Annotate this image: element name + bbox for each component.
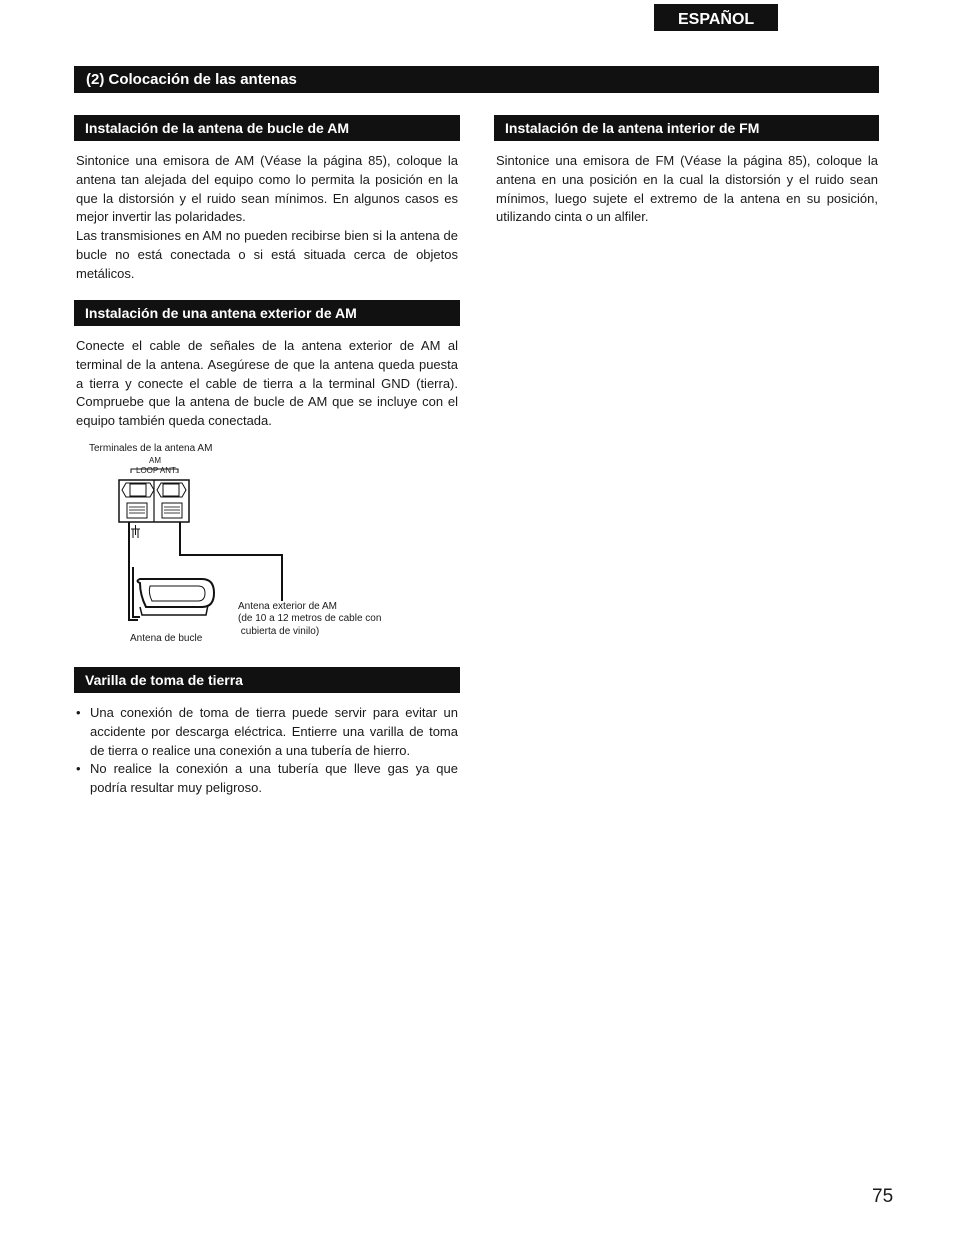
exterior-antenna-label-1: Antena exterior de AM: [238, 601, 337, 612]
list-item: • Una conexión de toma de tierra puede servir para evitar un accidente por descarga eléctrica. Entierre una varilla de toma de tierra o realice una conexión a una tubería de hierro.: [76, 704, 458, 760]
list-item: • No realice la conexión a una tubería que lleve gas ya que podría resultar muy peligroso.: [76, 760, 458, 798]
exterior-antenna-label-2: (de 10 a 12 metros de cable con: [238, 613, 382, 624]
paragraph-am-loop-1: Sintonice una emisora de AM (Véase la página 85), coloque la antena tan alejada del equipo como lo permita la posición en la que la distorsión y el ruido sean mínimos. En algunos casos es mejor invertir las polaridades.: [76, 153, 458, 225]
ground-rod-list: [76, 704, 458, 798]
heading-am-loop: Instalación de la antena de bucle de AM: [74, 115, 460, 141]
heading-fm-indoor: Instalación de la antena interior de FM: [494, 115, 879, 141]
ground-symbol-icon: [131, 525, 140, 538]
paragraph-am-loop-2: Las transmisiones en AM no pueden recibirse bien si la antena de bucle no está conectada o si está situada cerca de objetos metálicos.: [76, 228, 458, 281]
language-tab: ESPAÑOL: [654, 4, 778, 31]
section-title: (2) Colocación de las antenas: [74, 66, 879, 93]
terminals-label: Terminales de la antena AM: [89, 443, 213, 454]
loop-antenna-icon: [138, 579, 215, 615]
paragraph-fm-indoor: Sintonice una emisora de FM (Véase la página 85), coloque la antena en una posición en la cual la distorsión y el ruido sean mínimos, luego sujete el extremo de la antena en su posición, utilizando cinta o un alfiler.: [496, 153, 878, 225]
page-number: 75: [872, 1186, 894, 1207]
heading-ground-rod: Varilla de toma de tierra: [74, 667, 460, 693]
loop-ant-label: LOOP ANT.: [136, 466, 178, 475]
am-label: AM: [149, 456, 161, 465]
heading-am-exterior: Instalación de una antena exterior de AM: [74, 300, 460, 326]
paragraph-am-exterior: Conecte el cable de señales de la antena exterior de AM al terminal de la antena. Asegúrese de que la antena queda puesta a tierra y conecte el cable de tierra a la terminal GND (tierra). Compruebe que la antena de bucle de AM que se incluye con el equipo también queda conectada.: [76, 338, 458, 429]
terminal-block: [119, 480, 189, 522]
loop-antenna-label: Antena de bucle: [130, 633, 203, 644]
exterior-antenna-label-3: cubierta de vinilo): [238, 626, 320, 637]
